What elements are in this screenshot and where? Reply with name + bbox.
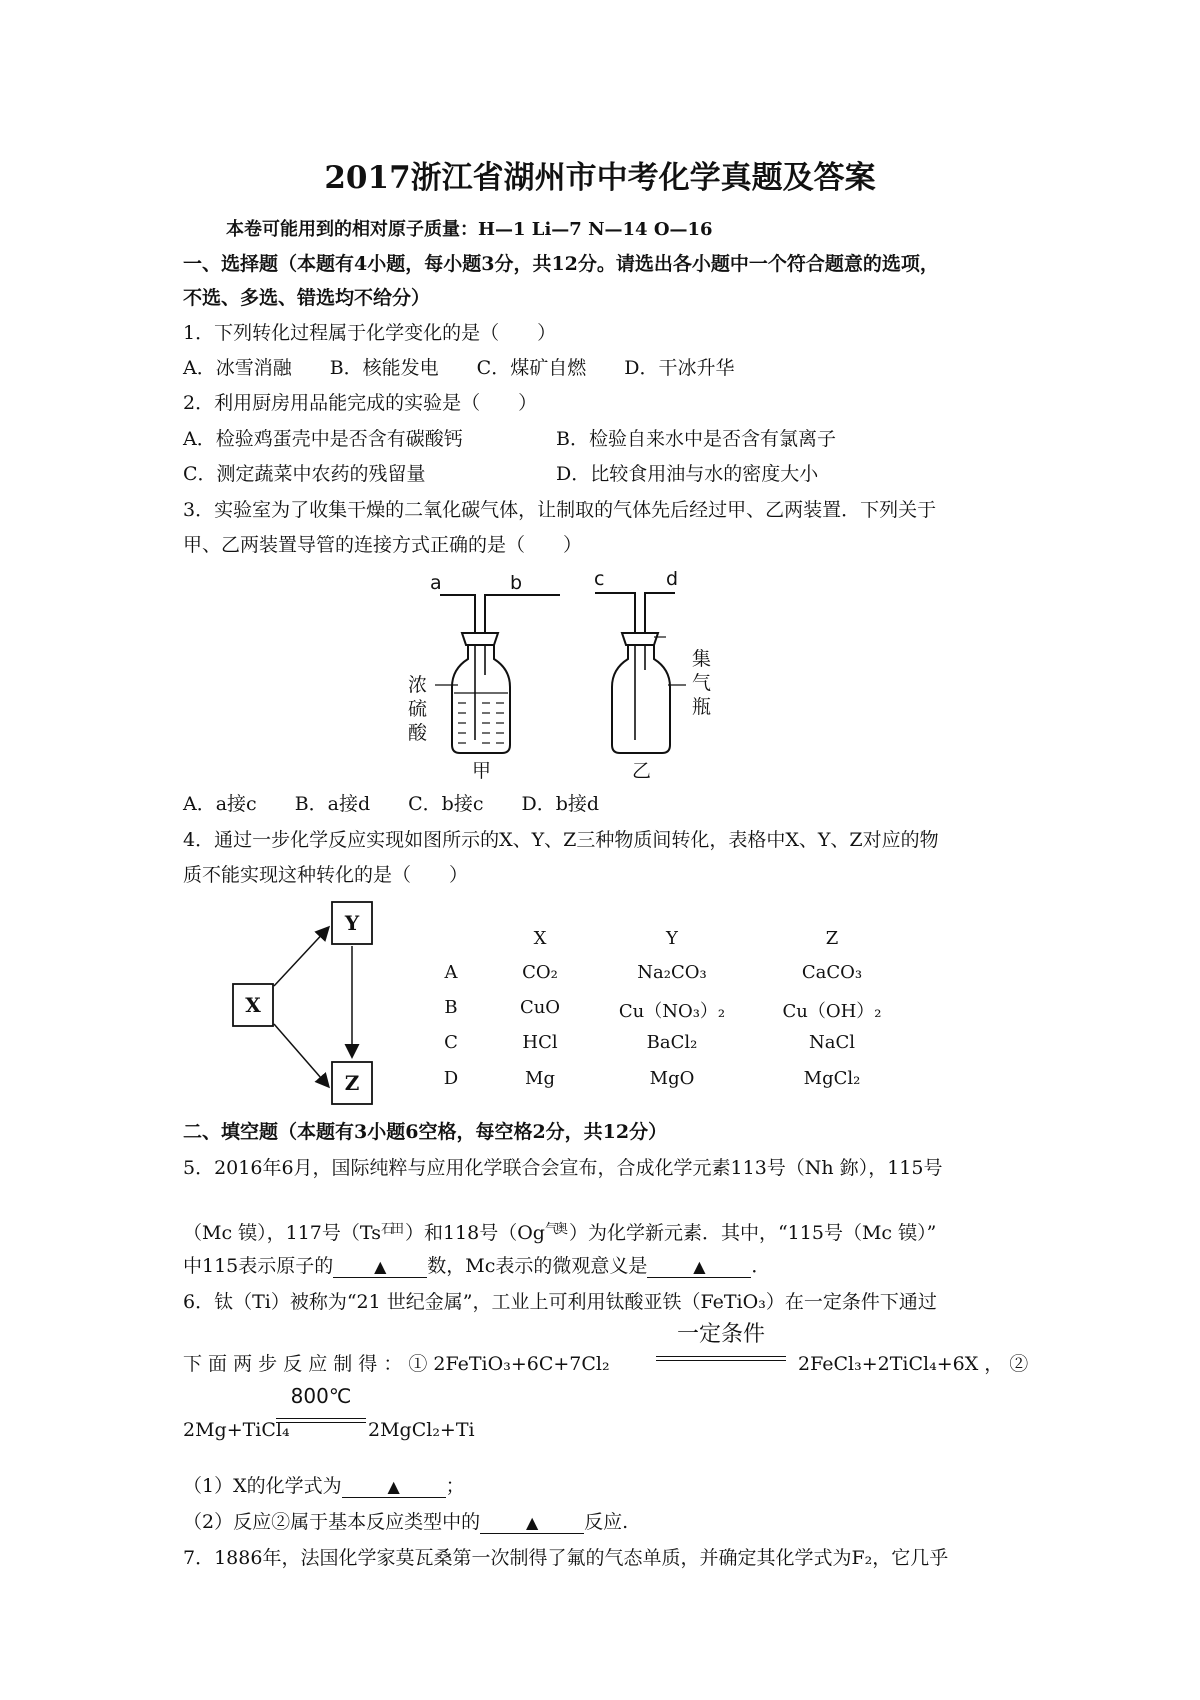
q6-answer-blank-1[interactable] [342,1476,446,1498]
q5-answer-blank-1[interactable] [333,1256,427,1278]
q3-apparatus-figure [408,568,760,782]
q5-line1: 5．2016年6月，国际纯粹与应用化学联合会宣布，合成化学元素113号（Nh 鉨），115号 [183,1157,943,1179]
atomic-mass-note: 本卷可能用到的相对原子质量：H—1 Li—7 N—14 O—16 [226,219,713,240]
table-header-z: Z [825,928,839,949]
label-b: b [510,572,523,594]
jia-tube-b [485,595,560,633]
triangle-icon: ▲ [525,1513,539,1532]
condition-temp: 800℃ [290,1384,352,1408]
q5-line2 [183,1218,936,1245]
label-y: Y [344,911,360,935]
table-cell-c-x: HCl [522,1032,558,1053]
q2-option-a: A．检验鸡蛋壳中是否含有碳酸钙 [183,428,463,450]
og-element-char: 气奥 [544,1222,565,1237]
q6-line1: 6．钛（Ti）被称为“21 世纪金属”，工业上可利用钛酸亚铁（FeTiO₃）在一定条件下通过 [183,1291,937,1313]
q5-line2-part2: ）和118号（Og [404,1222,545,1244]
q2-option-d: D．比较食用油与水的密度大小 [556,463,819,485]
table-cell-c-y: BaCl₂ [646,1032,698,1053]
q2-option-c: C．测定蔬菜中农药的残留量 [183,463,426,485]
table-cell-c-z: NaCl [808,1032,855,1053]
q5-answer-blank-2[interactable] [647,1256,751,1278]
section1-heading-line1: 一、选择题（本题有4小题，每小题3分，共12分。请选出各小题中一个符合题意的选项， [183,253,939,275]
table-row-label-b: B [444,997,458,1018]
jia-tube-a [440,595,475,633]
q6-sub2-end: 反应. [584,1511,629,1533]
yi-bottle [612,645,670,753]
table-header-y: Y [666,928,678,949]
label-a: a [430,572,442,594]
table-cell-d-x: Mg [525,1068,555,1089]
table-cell-b-x: CuO [519,997,561,1018]
reaction2-condition [276,1384,366,1423]
label-z: Z [344,1071,360,1095]
q1-stem: 1．下列转化过程属于化学变化的是（ ） [183,322,557,344]
q7-line1: 7．1886年，法国化学家莫瓦桑第一次制得了氟的气态单质，并确定其化学式为F₂，它几乎 [183,1547,949,1569]
bottle-label-3: 瓶 [692,696,712,718]
q3-stem-line1: 3．实验室为了收集干燥的二氧化碳气体，让制取的气体先后经过甲、乙两装置．下列关于 [183,499,937,521]
q6-sub1-text: （1）X的化学式为 [183,1475,342,1497]
q6-answer-blank-2[interactable] [480,1512,584,1534]
arrow-x-to-y [274,928,328,986]
q6-sub1 [183,1474,465,1498]
yi-stopper [622,633,658,645]
q1-options: A．冰雪消融 B．核能发电 C．煤矿自燃 D．干冰升华 [183,357,735,379]
table-row-label-a: A [444,962,458,983]
q4-stem-line1: 4．通过一步化学反应实现如图所示的X、Y、Z三种物质间转化，表格中X、Y、Z对应的物 [183,829,939,851]
acid-label-2: 硫 [408,698,428,720]
jia-label: 甲 [472,760,492,782]
label-d: d [666,568,679,590]
table-cell-d-y: MgO [649,1068,695,1089]
yi-tube-c [595,593,635,633]
q4-stem-line2: 质不能实现这种转化的是（ ） [183,864,469,886]
arrow-x-to-z [274,1024,328,1086]
section2-heading: 二、填空题（本题有3小题6空格，每空格2分，共12分） [183,1121,668,1143]
q5-line3 [183,1254,770,1278]
q5-line2-part1: （Mc 镆），117号（Ts [183,1222,381,1244]
q6-line3-right: 2MgCl₂+Ti [368,1419,475,1441]
table-cell-a-x: CO₂ [522,962,558,983]
q6-line2-right: 2FeCl₃+2TiCl₄+6X ， ② [798,1353,1029,1375]
q3-stem-line2: 甲、乙两装置导管的连接方式正确的是（ ） [183,534,583,556]
section1-heading-line2: 不选、多选、错选均不给分） [183,287,431,309]
triangle-icon: ▲ [374,1257,387,1276]
bottle-label-2: 气 [692,672,712,694]
q5-line3-part1: 中115表示原子的 [183,1255,334,1277]
q2-stem: 2．利用厨房用品能完成的实验是（ ） [183,392,538,414]
sulfuric-acid-liquid [454,693,508,743]
yi-label: 乙 [632,760,652,782]
q3-options: A．a接c B．a接d C．b接c D．b接d [183,793,600,815]
q6-sub1-end: ； [445,1475,465,1497]
q6-line3-left: 2Mg+TiCl₄ [183,1419,290,1441]
q5-line2-part3: ）为化学新元素．其中，“115号（Mc 镆）” [568,1222,937,1244]
label-c: c [594,568,605,590]
ts-element-char: 石田 [380,1222,401,1237]
q2-option-b: B．检验自来水中是否含有氯离子 [556,428,836,450]
acid-label-3: 酸 [408,722,428,744]
q5-line3-part3: ． [751,1255,771,1277]
yi-tube-d [645,593,675,633]
table-cell-b-y: Cu（NO₃）₂ [618,1001,726,1022]
q4-xyz-diagram [228,898,398,1106]
jia-stopper [462,633,498,645]
triangle-icon: ▲ [693,1257,706,1276]
q6-sub2 [183,1510,628,1534]
acid-label-1: 浓 [408,674,428,696]
page-title: 2017浙江省湖州市中考化学真题及答案 [324,160,876,196]
triangle-icon: ▲ [387,1477,400,1496]
bottle-label-1: 集 [692,648,712,670]
jia-bottle [452,645,510,753]
table-cell-a-z: CaCO₃ [801,962,863,983]
label-x: X [245,993,261,1017]
q6-sub2-text: （2）反应②属于基本反应类型中的 [183,1511,481,1533]
table-cell-b-z: Cu（OH）₂ [782,1001,882,1022]
q6-line2-left: 下 面 两 步 反 应 制 得 ： ① 2FeTiO₃+6C+7Cl₂ [183,1353,610,1375]
table-row-label-d: D [443,1068,459,1089]
table-row-label-c: C [444,1032,458,1053]
reaction1-condition [656,1317,786,1361]
q5-line3-part2: 数，Mc表示的微观意义是 [427,1255,648,1277]
table-cell-a-y: Na₂CO₃ [637,962,707,983]
table-cell-d-z: MgCl₂ [803,1068,861,1089]
table-header-x: X [533,928,547,949]
condition-text: 一定条件 [676,1322,765,1347]
